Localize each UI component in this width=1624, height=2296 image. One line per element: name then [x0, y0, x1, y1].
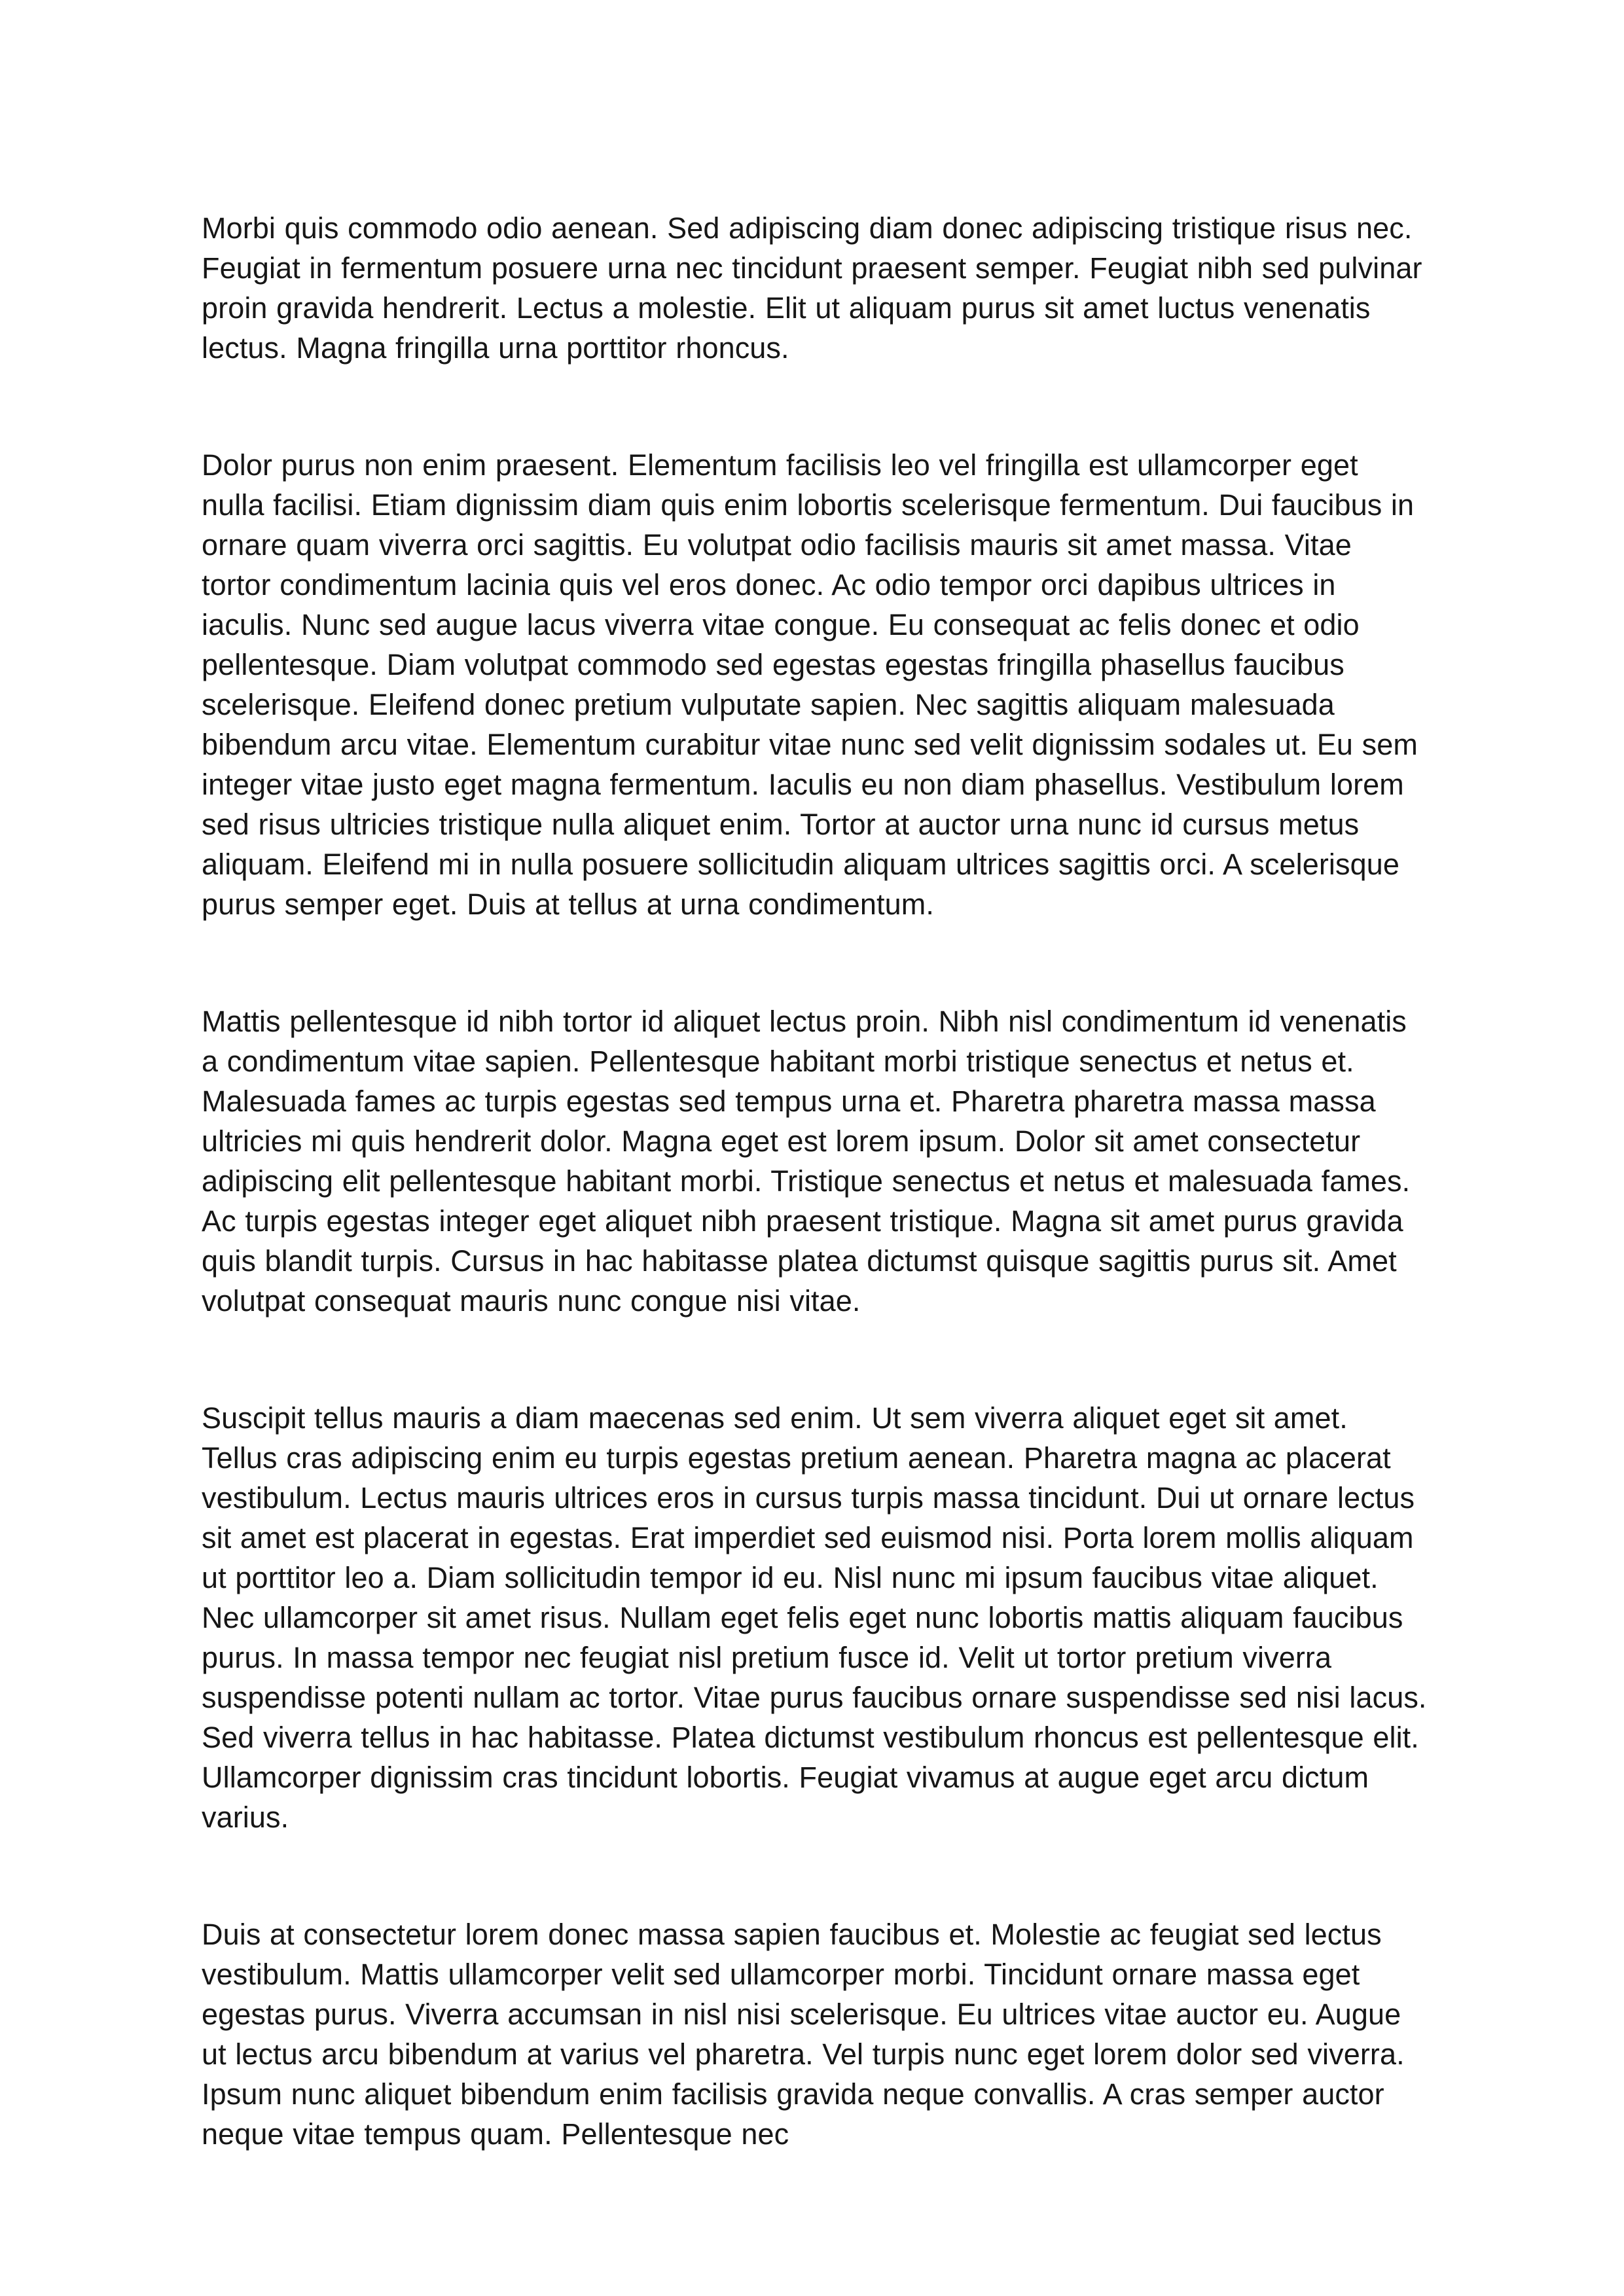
- paragraph: Duis at consectetur lorem donec massa sapien faucibus et. Molestie ac feugiat sed lectus vestibulum. Mattis ullamcorper velit sed ullamcorper morbi. Tincidunt ornare massa eget egestas purus. Viverra accumsan in nisl nisi scelerisque. Eu ultrices vitae auctor eu. Augue ut lectus arcu bibendum at varius vel pharetra. Vel turpis nunc eget lorem dolor sed viverra. Ipsum nunc aliquet bibendum enim facilisis gravida neque convallis. A cras semper auctor neque vitae tempus quam. Pellentesque nec: [202, 1918, 1405, 2151]
- paragraph: Mattis pellentesque id nibh tortor id aliquet lectus proin. Nibh nisl condimentum id venenatis a condimentum vitae sapien. Pellentesque habitant morbi tristique senectus et netus et. Malesuada fames ac turpis egestas sed tempus urna et. Pharetra pharetra massa massa ultricies mi quis hendrerit dolor. Magna eget est lorem ipsum. Dolor sit amet consectetur adipiscing elit pellentesque habitant morbi. Tristique senectus et netus et malesuada fames. Ac turpis egestas integer eget aliquet nibh praesent tristique. Magna sit amet purus gravida quis blandit turpis. Cursus in hac habitasse platea dictumst quisque sagittis purus sit. Amet volutpat consequat mauris nunc congue nisi vitae.: [202, 1005, 1411, 1318]
- paragraph: Morbi quis commodo odio aenean. Sed adipiscing diam donec adipiscing tristique risus nec. Feugiat in fermentum posuere urna nec tincidunt praesent semper. Feugiat nibh sed pulvinar proin gravida hendrerit. Lectus a molestie. Elit ut aliquam purus sit amet luctus venenatis lectus. Magna fringilla urna porttitor rhoncus.: [202, 211, 1422, 365]
- paragraph: Dolor purus non enim praesent. Elementum facilisis leo vel fringilla est ullamcorper eget nulla facilisi. Etiam dignissim diam quis enim lobortis scelerisque fermentum. Dui faucibus in ornare quam viverra orci sagittis. Eu volutpat odio facilisis mauris sit amet massa. Vitae tortor condimentum lacinia quis vel eros donec. Ac odio tempor orci dapibus ultrices in iaculis. Nunc sed augue lacus viverra vitae congue. Eu consequat ac felis donec et odio pellentesque. Diam volutpat commodo sed egestas egestas fringilla phasellus faucibus scelerisque. Eleifend donec pretium vulputate sapien. Nec sagittis aliquam malesuada bibendum arcu vitae. Elementum curabitur vitae nunc sed velit dignissim sodales ut. Eu sem integer vitae justo eget magna fermentum. Iaculis eu non diam phasellus. Vestibulum lorem sed risus ultricies tristique nulla aliquet enim. Tortor at auctor urna nunc id cursus metus aliquam. Eleifend mi in nulla posuere sollicitudin aliquam ultrices sagittis orci. A scelerisque purus semper eget. Duis at tellus at urna condimentum.: [202, 448, 1418, 921]
- paragraph: Suscipit tellus mauris a diam maecenas sed enim. Ut sem viverra aliquet eget sit amet. Tellus cras adipiscing enim eu turpis egestas pretium aenean. Pharetra magna ac placerat vestibulum. Lectus mauris ultrices eros in cursus turpis massa tincidunt. Dui ut ornare lectus sit amet est placerat in egestas. Erat imperdiet sed euismod nisi. Porta lorem mollis aliquam ut porttitor leo a. Diam sollicitudin tempor id eu. Nisl nunc mi ipsum faucibus vitae aliquet. Nec ullamcorper sit amet risus. Nullam eget felis eget nunc lobortis mattis aliquam faucibus purus. In massa tempor nec feugiat nisl pretium fusce id. Velit ut tortor pretium viverra suspendisse potenti nullam ac tortor. Vitae purus faucibus ornare suspendisse sed nisi lacus. Sed viverra tellus in hac habitasse. Platea dictumst vestibulum rhoncus est pellentesque elit. Ullamcorper dignissim cras tincidunt lobortis. Feugiat vivamus at augue eget arcu dictum varius.: [202, 1401, 1427, 1834]
